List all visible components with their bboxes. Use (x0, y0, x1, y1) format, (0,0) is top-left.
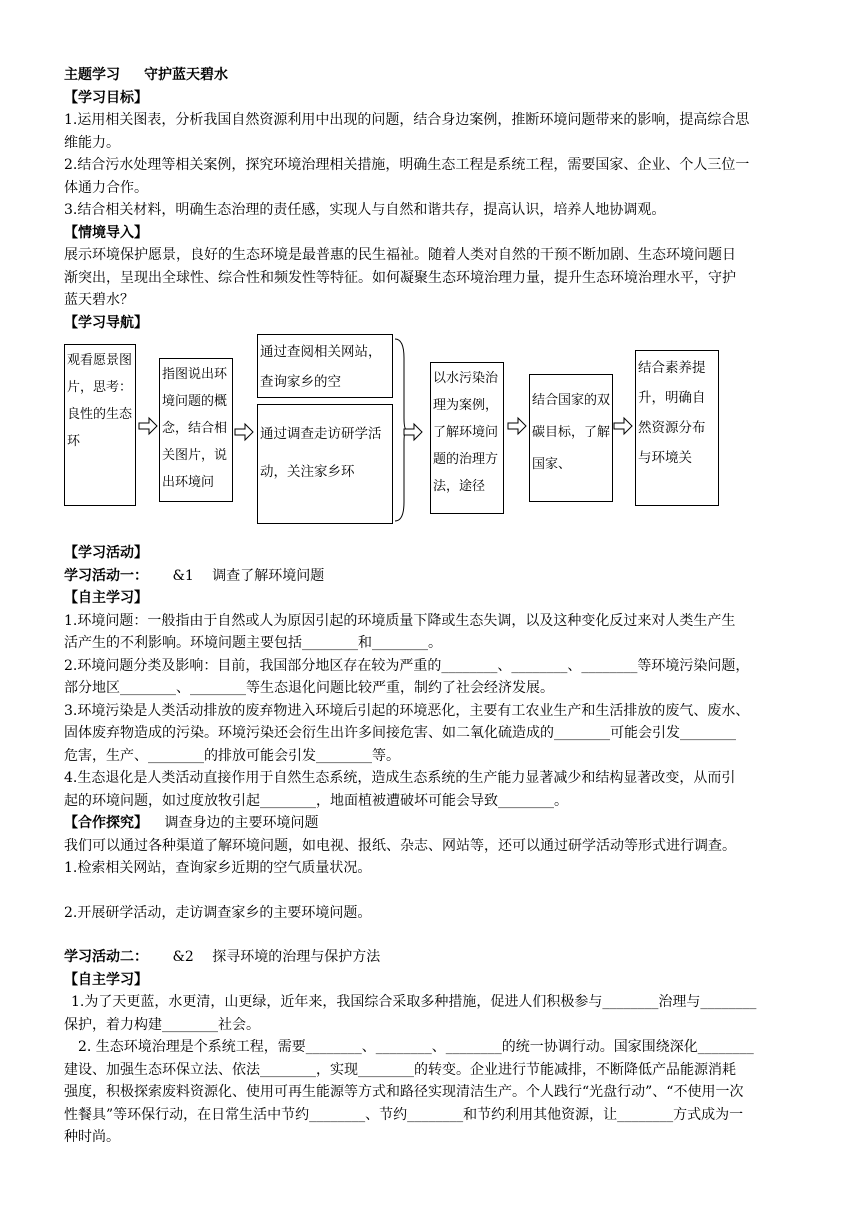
activity-2-title (64, 946, 798, 969)
activity-1-self-heading: 【自主学习】 (64, 590, 148, 606)
flow-arrow-icon (403, 422, 423, 442)
activity-2-line: 建设、加强生态环保立法、依法________，实现________的转变。企业进行节能减排，不断降低产品能源消耗 (64, 1061, 736, 1078)
nav-heading: 【学习导航】 (64, 314, 148, 331)
learning-flow-diagram (64, 334, 798, 542)
coop-line: 2.开展研学活动，走访调查家乡的主要环境问题。 (64, 904, 372, 921)
flow-box-2: 指图说出环境问题的概念，结合相关图片，说出环境问 (159, 358, 233, 502)
coop-heading: 【合作探究】 (64, 815, 148, 831)
activity-2-line: 保护，着力构建________社会。 (64, 1016, 260, 1033)
document (64, 64, 798, 1149)
activity-2-line: 种时尚。 (64, 1129, 120, 1145)
flow-box-4: 以水污染治理为案例，了解环境问题的治理方法，途径 (430, 362, 504, 514)
flow-arrow-icon (138, 416, 158, 436)
activity-1-line: 4.生态退化是人类活动直接作用于自然生态系统，造成生态系统的生产能力显著减少和结构显著改变，从而引 (64, 770, 736, 786)
objectives-line: 体通力合作。 (64, 179, 148, 196)
activity-1-line: 起的环境问题，如过度放牧引起________，地面植被遭破坏可能会导致________。 (64, 792, 568, 809)
flow-arrow-icon (507, 416, 527, 436)
flow-box-6: 结合素养提升，明确自然资源分布与环境关 (635, 350, 719, 506)
activity-1-line: 危害，生产、________的排放可能会引发________等。 (64, 747, 400, 764)
activity-2-name: 探寻环境的治理与保护方法 (212, 949, 381, 965)
flow-arrow-icon (613, 416, 633, 436)
activity-2-line: 2. 生态环境治理是个系统工程，需要________、________、________的统一协调行动。国家围绕深化________ (78, 1039, 754, 1055)
activity-2-mark: &2 (172, 949, 194, 965)
intro-heading: 【情境导入】 (64, 224, 148, 241)
flow-arrow-icon (234, 422, 254, 442)
document-title: 主题学习 (64, 67, 120, 83)
document-subtitle: 守护蓝天碧水 (144, 67, 228, 83)
activity-2-label: 学习活动二： (64, 949, 148, 965)
objectives-line: 3.结合相关材料，明确生态治理的责任感，实现人与自然和谐共存，提高认识，培养人地协调观。 (64, 202, 666, 218)
flow-box-3b: 通过调查走访研学活动，关注家乡环 (257, 404, 393, 524)
document-title-line (64, 64, 798, 87)
coop-heading-line (64, 812, 798, 835)
activity-1-line: 部分地区________、________等生态退化问题比较严重，制约了社会经济发展。 (64, 680, 554, 696)
objectives-line: 2.结合污水处理等相关案例，探究环境治理相关措施，明确生态工程是系统工程，需要国家、企业、个人三位一 (64, 157, 750, 173)
activity-1-name: 调查了解环境问题 (212, 567, 325, 584)
activity-2-line: 1.为了天更蓝，水更清，山更绿，近年来，我国综合采取多种措施，促进人们积极参与________治理与________ (71, 994, 757, 1010)
objectives-heading: 【学习目标】 (64, 89, 148, 106)
intro-line: 展示环境保护愿景，良好的生态环境是最普惠的民生福祉。随着人类对自然的干预不断加剧、生态环境问题日 (64, 247, 736, 263)
intro-line: 蓝天碧水？ (64, 292, 134, 308)
coop-line: 我们可以通过各种渠道了解环境问题，如电视、报纸、杂志、网站等，还可以通过研学活动等形式进行调查。 (64, 837, 736, 854)
coop-title: 调查身边的主要环境问题 (164, 815, 319, 831)
flow-box-1: 观看愿景图片，思考：良性的生态环 (64, 344, 136, 506)
activity-1-line: 活产生的不利影响。环境问题主要包括________和________。 (64, 635, 442, 651)
coop-line: 1.检索相关网站，查询家乡近期的空气质量状况。 (64, 860, 372, 876)
activity-1-line: 2.环境问题分类及影响：目前，我国部分地区存在较为严重的________、________、________等环境污染问题， (64, 657, 750, 674)
flow-box-3a: 通过查阅相关网站，查询家乡的空 (257, 334, 393, 398)
activity-1-title (64, 565, 798, 588)
flow-box-5: 结合国家的双碳目标，了解国家、 (529, 374, 613, 502)
activity-2-line: 性餐具”等环保行动，在日常生活中节约________、节约________和节约利用其他资源，让________方式成为一 (64, 1106, 744, 1123)
objectives-line: 1.运用相关图表，分析我国自然资源利用中出现的问题，结合身边案例，推断环境问题带来的影响，提高综合思 (64, 112, 750, 128)
activity-1-label: 学习活动一： (64, 567, 148, 584)
activity-1-line: 3.环境污染是人类活动排放的废弃物进入环境后引起的环境恶化，主要有工农业生产和生活排放的废气、废水、 (64, 702, 750, 719)
activity-2-self-heading: 【自主学习】 (64, 971, 148, 988)
activities-heading: 【学习活动】 (64, 545, 148, 561)
intro-line: 渐突出，呈现出全球性、综合性和频发性等特征。如何凝聚生态环境治理力量，提升生态环境治理水平，守护 (64, 269, 736, 286)
activity-1-line: 固体废弃物造成的污染。环境污染还会衍生出许多间接危害、如二氧化硫造成的________可能会引发________ (64, 725, 736, 741)
activity-1-mark: &1 (172, 567, 194, 584)
activity-1-line: 1.环境问题：一般指由于自然或人为原因引起的环境质量下降或生态失调，以及这种变化反过来对人类生产生 (64, 612, 736, 629)
objectives-line: 维能力。 (64, 134, 120, 151)
activity-2-line: 强度，积极探索废料资源化、使用可再生能源等方式和路径实现清洁生产。个人践行“光盘行动”、“不使用一次 (64, 1084, 744, 1100)
